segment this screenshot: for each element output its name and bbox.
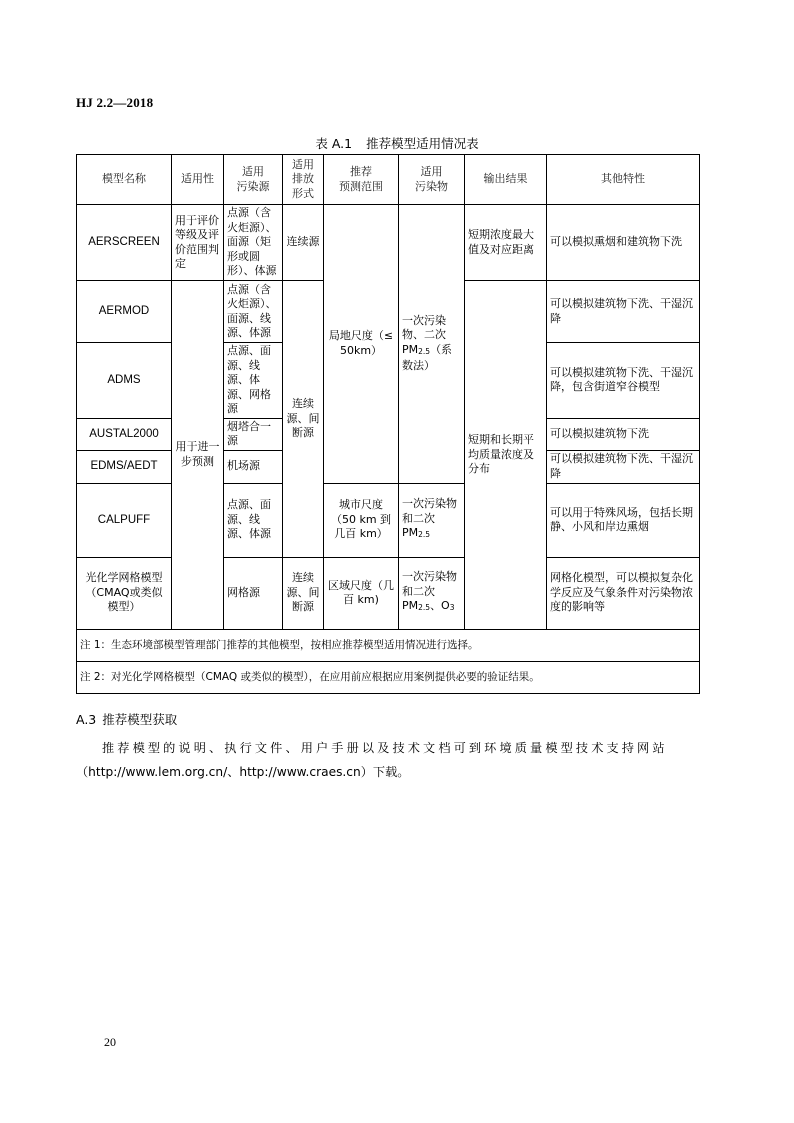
model-name-aerscreen: AERSCREEN <box>77 205 172 281</box>
pollutant-cmaq: 一次污染物和二次PM2.5、O3 <box>399 557 465 629</box>
paragraph-line-2: （http://www.lem.org.cn/、http://www.craes.cn）下载。 <box>76 765 410 779</box>
applicability-aerscreen: 用于评价等级及评价范围判定 <box>172 205 224 281</box>
header-output: 输出结果 <box>465 155 547 205</box>
header-emission: 适用 排放 形式 <box>283 155 324 205</box>
model-name-aermod: AERMOD <box>77 281 172 343</box>
model-name-cmaq: 光化学网格模型（CMAQ或类似模型） <box>77 557 172 629</box>
other-edms: 可以模拟建筑物下洗、干湿沉降 <box>547 450 700 483</box>
table-row-cmaq <box>77 557 700 629</box>
emission-aerscreen: 连续源 <box>283 205 324 281</box>
emission-cmaq: 连续源、间断源 <box>283 557 324 629</box>
output-aerscreen: 短期浓度最大值及对应距离 <box>465 205 547 281</box>
page-number: 20 <box>104 1035 116 1049</box>
applicability-further-prediction: 用于进一步预测 <box>172 281 224 630</box>
header-source: 适用 污染源 <box>224 155 283 205</box>
table-note-1: 注 1：生态环境部模型管理部门推荐的其他模型，按相应推荐模型适用情况进行选择。 <box>77 629 700 661</box>
table-title-text: 推荐模型适用情况表 <box>366 136 479 151</box>
table-row-aerscreen <box>77 205 700 281</box>
other-austal: 可以模拟建筑物下洗 <box>547 418 700 450</box>
range-cmaq: 区域尺度（几百 km) <box>324 557 399 629</box>
section-heading <box>76 710 177 728</box>
other-adms: 可以模拟建筑物下洗、干湿沉降，包含街道窄谷模型 <box>547 343 700 419</box>
source-adms: 点源、面源、线源、体源、网格源 <box>224 343 283 419</box>
emission-shared: 连续源、间断源 <box>283 281 324 558</box>
model-name-austal: AUSTAL2000 <box>77 418 172 450</box>
table-title-prefix: 表 A.1 <box>315 136 353 151</box>
recommended-models-table <box>76 154 700 694</box>
header-other: 其他特性 <box>547 155 700 205</box>
section-paragraph <box>76 736 699 784</box>
source-austal: 烟塔合一源 <box>224 418 283 450</box>
model-name-adms: ADMS <box>77 343 172 419</box>
source-aerscreen: 点源（含火炬源）、面源（矩形或圆形）、体源 <box>224 205 283 281</box>
range-calpuff: 城市尺度（50 km 到几百 km） <box>324 483 399 557</box>
paragraph-line-1: 推荐模型的说明、执行文件、用户手册以及技术文档可到环境质量模型技术支持网站 <box>102 741 668 755</box>
other-aerscreen: 可以模拟熏烟和建筑物下洗 <box>547 205 700 281</box>
source-cmaq: 网格源 <box>224 557 283 629</box>
header-applicability: 适用性 <box>172 155 224 205</box>
pollutant-calpuff: 一次污染物和二次PM2.5 <box>399 483 465 557</box>
other-aermod: 可以模拟建筑物下洗、干湿沉降 <box>547 281 700 343</box>
section-number: A.3 <box>76 712 97 727</box>
header-range: 推荐 预测范围 <box>324 155 399 205</box>
table-title <box>0 134 794 152</box>
output-shared: 短期和长期平均质量浓度及分布 <box>465 281 547 630</box>
model-name-calpuff: CALPUFF <box>77 483 172 557</box>
table-row-calpuff <box>77 483 700 557</box>
model-name-edms: EDMS/AEDT <box>77 450 172 483</box>
range-local: 局地尺度（≤ 50km） <box>324 205 399 484</box>
standard-code: HJ 2.2—2018 <box>76 95 154 110</box>
table-note-row-2 <box>77 661 700 693</box>
other-calpuff: 可以用于特殊风场，包括长期静、小风和岸边熏烟 <box>547 483 700 557</box>
other-cmaq: 网格化模型，可以模拟复杂化学反应及气象条件对污染物浓度的影响等 <box>547 557 700 629</box>
table-header-row <box>77 155 700 205</box>
pollutant-shared: 一次污染物、二次PM2.5（系数法） <box>399 205 465 484</box>
source-aermod: 点源（含火炬源）、面源、线源、体源 <box>224 281 283 343</box>
source-edms: 机场源 <box>224 450 283 483</box>
table-note-2: 注 2：对光化学网格模型（CMAQ 或类似的模型），在应用前应根据应用案例提供必要的验证结果。 <box>77 661 700 693</box>
section-title: 推荐模型获取 <box>102 712 178 727</box>
header-model-name: 模型名称 <box>77 155 172 205</box>
header-pollutant: 适用 污染物 <box>399 155 465 205</box>
source-calpuff: 点源、面源、线源、体源 <box>224 483 283 557</box>
table-note-row-1 <box>77 629 700 661</box>
